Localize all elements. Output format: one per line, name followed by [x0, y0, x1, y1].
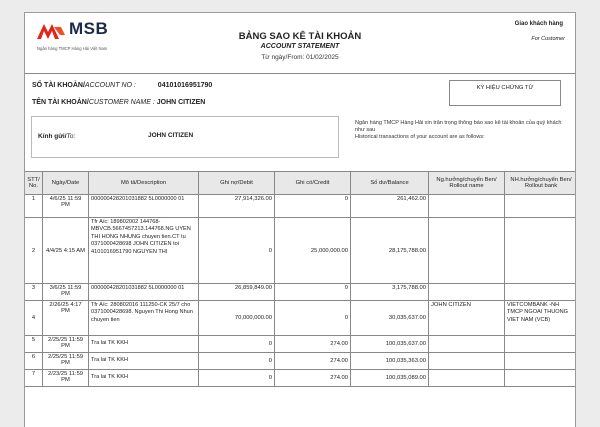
cell-ben-name: JOHN CITIZEN: [429, 301, 505, 336]
cell-balance: 3,175,788.00: [351, 284, 429, 301]
account-number-label: SỐ TÀI KHOẢN/: [32, 82, 85, 89]
cell-ben-bank: [505, 195, 577, 218]
cell-balance: 261,462.00: [351, 195, 429, 218]
cell-description: Tfr A/c: 280802016 111250-CK 25/7 cho 0371000428698. Nguyen Thi Hong Nhun chuyen tien: [89, 301, 199, 336]
header-divider: [25, 73, 575, 74]
cell-no: 4: [25, 301, 43, 336]
cell-date: 2/23/25 11:59 PM: [43, 370, 89, 387]
cell-date: 2/25/25 11:59 PM: [43, 353, 89, 370]
table-row: [25, 284, 577, 301]
cell-debit: 0: [199, 218, 275, 284]
cell-debit: 0: [199, 353, 275, 370]
cell-no: 5: [25, 336, 43, 353]
cell-ben-name: [429, 218, 505, 284]
cell-credit: 274.00: [275, 353, 351, 370]
statement-subtitle: ACCOUNT STATEMENT: [260, 43, 340, 50]
cell-ben-name: [429, 353, 505, 370]
col-header-no: STT/ No.: [25, 172, 43, 195]
account-name-label: TÊN TÀI KHOẢN/: [32, 99, 89, 106]
cell-no: 1: [25, 195, 43, 218]
cell-credit: 0: [275, 195, 351, 218]
cell-ben-name: [429, 336, 505, 353]
cell-ben-bank: [505, 370, 577, 387]
cell-ben-name: [429, 370, 505, 387]
cell-date: 3/6/25 11:59 PM: [43, 284, 89, 301]
cell-ben-name: [429, 195, 505, 218]
cell-description: Tra lai TK KKH: [89, 370, 199, 387]
cell-ben-bank: [505, 284, 577, 301]
cell-balance: 100,035,363.00: [351, 353, 429, 370]
cell-credit: 25,000,000.00: [275, 218, 351, 284]
recipient-box: [31, 116, 339, 158]
cell-balance: 30,035,637.00: [351, 301, 429, 336]
greeting-vi: Ngân hàng TMCP Hàng Hải xin trân trọng thông báo sao kê tài khoản của quý khách như sau: [355, 120, 562, 134]
cell-ben-name: [429, 284, 505, 301]
table-row: [25, 336, 577, 353]
brand-name: MSB: [69, 19, 109, 38]
copy-label-en: For Customer: [531, 36, 565, 42]
table-row: [25, 195, 577, 218]
greeting: [355, 120, 565, 142]
account-name: JOHN CITIZEN: [156, 99, 206, 106]
cell-credit: 274.00: [275, 370, 351, 387]
cell-debit: 0: [199, 336, 275, 353]
account-number-label-en: ACCOUNT NO :: [84, 82, 136, 89]
cell-balance: 100,035,637.00: [351, 336, 429, 353]
cell-ben-bank: [505, 353, 577, 370]
table-row: [25, 218, 577, 284]
cell-no: 2: [25, 218, 43, 284]
account-name-label-en: CUSTOMER NAME :: [88, 99, 155, 106]
cell-no: 6: [25, 353, 43, 370]
table-row: [25, 301, 577, 336]
cell-description: 000000428201031882 5L0000000 01: [89, 195, 199, 218]
cell-credit: 0: [275, 301, 351, 336]
col-header-date: Ngày/Date: [43, 172, 89, 195]
table-row: [25, 353, 577, 370]
cell-no: 7: [25, 370, 43, 387]
account-number-line: [32, 82, 212, 89]
cell-description: Tra lai TK KKH: [89, 353, 199, 370]
account-number: 04101016951790: [157, 82, 213, 89]
greeting-en: Historical transactions of your account are as follows:: [355, 134, 485, 141]
cell-date: 4/4/25 4:15 AM: [43, 218, 89, 284]
col-header-debit: Ghi nợ/Debit: [199, 172, 275, 195]
cell-date: 4/6/25 11:59 PM: [43, 195, 89, 218]
cell-balance: 100,035,089.00: [351, 370, 429, 387]
document-symbol-label: KÝ HIỆU CHỨNG TỪ: [476, 85, 534, 91]
cell-debit: 26,859,849.00: [199, 284, 275, 301]
transactions-table: [24, 171, 576, 387]
cell-ben-bank: [505, 218, 577, 284]
cell-date: 2/26/25 4:17 PM: [43, 301, 89, 336]
table-header-row: [25, 172, 577, 195]
col-header-credit: Ghi có/Credit: [275, 172, 351, 195]
cell-credit: 274.00: [275, 336, 351, 353]
brand-tagline: Ngân hàng TMCP Hàng Hải Việt Nam: [37, 46, 108, 51]
cell-debit: 0: [199, 370, 275, 387]
recipient-name: JOHN CITIZEN: [148, 132, 194, 139]
statement-title: BẢNG SAO KÊ TÀI KHOẢN: [238, 31, 362, 42]
cell-debit: 27,914,326.00: [199, 195, 275, 218]
recipient-label-en: To:: [66, 133, 76, 140]
cell-balance: 28,175,788.00: [351, 218, 429, 284]
cell-ben-bank: VIETCOMBANK -NH TMCP NGOAI THUONG VIET NAM (VCB): [505, 301, 577, 336]
col-header-ben-name: Ng.hưởng/chuyển Ben/ Rollout name: [429, 172, 505, 195]
copy-label: Giao khách hàng: [514, 21, 563, 27]
col-header-ben-bank: NH.hưởng/chuyển Ben/ Rollout bank: [505, 172, 577, 195]
cell-ben-bank: [505, 336, 577, 353]
cell-description: Tfr A/c: 189802002 144768-MBVCB.5667457213.144768.NG UYEN THI HONG NHUNG chuyen tien.CT tu 0371000428698 JOHN CITIZEN toi 4101016951790 NGUYEN THI: [89, 218, 199, 284]
col-header-description: Mô tả/Description: [89, 172, 199, 195]
col-header-balance: Số dư/Balance: [351, 172, 429, 195]
recipient-label-wrap: [38, 133, 75, 140]
cell-no: 3: [25, 284, 43, 301]
cell-debit: 70,000,000.00: [199, 301, 275, 336]
cell-date: 2/25/25 11:59 PM: [43, 336, 89, 353]
table-row: [25, 370, 577, 387]
cell-credit: 0: [275, 284, 351, 301]
recipient-label: Kính gửi/: [38, 133, 67, 140]
document-symbol-box: [449, 80, 561, 106]
account-name-line: [32, 99, 205, 106]
statement-sheet: [24, 12, 576, 427]
cell-description: Tra lai TK KKH: [89, 336, 199, 353]
date-range: Từ ngày/From: 01/02/2025: [261, 54, 339, 61]
cell-description: 000000428201031882 5L0000000 01: [89, 284, 199, 301]
